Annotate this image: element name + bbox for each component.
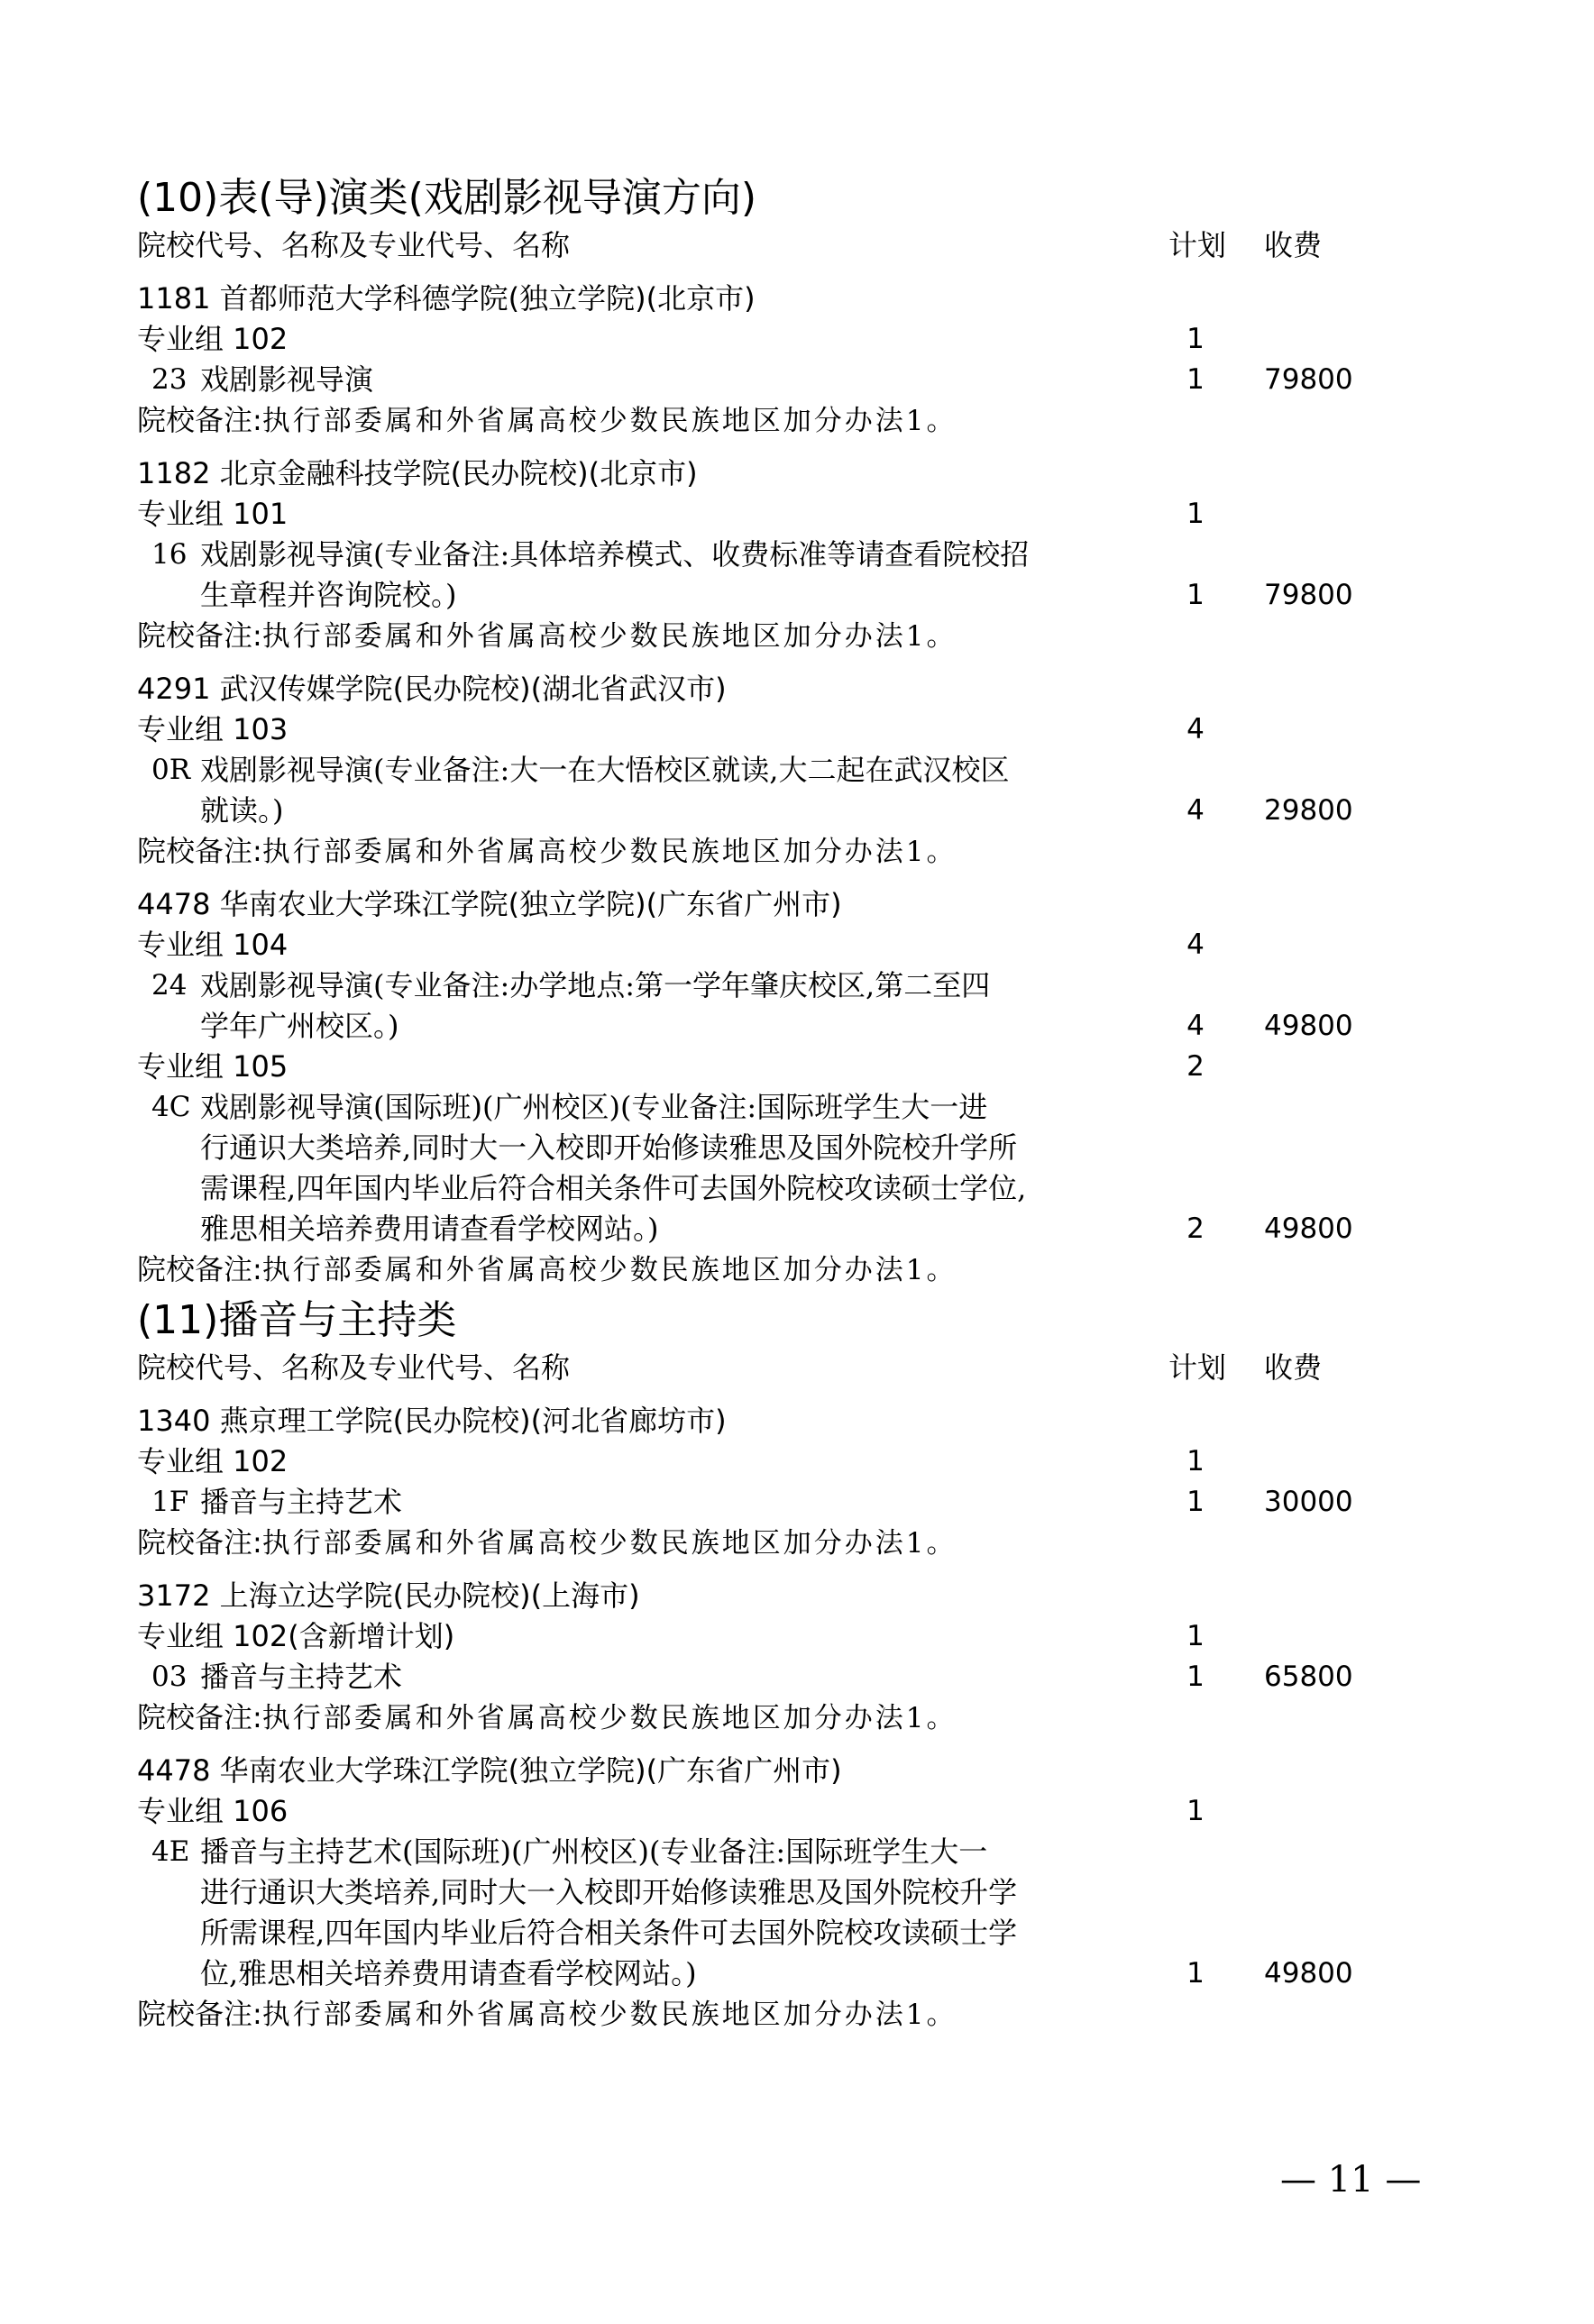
- major-code: 23: [151, 363, 188, 396]
- major-fee: 49800: [1264, 1212, 1353, 1245]
- major-group-label: 专业组 101: [137, 497, 289, 531]
- column-header-name: 院校代号、名称及专业代号、名称: [137, 1350, 571, 1385]
- major-group-row: [137, 1441, 1363, 1482]
- major-group-plan: 2: [1186, 1050, 1205, 1083]
- major-item: [137, 1087, 1363, 1249]
- school-note-label: 院校备注:: [137, 834, 262, 868]
- school-name: 1181 首都师范大学科德学院(独立学院)(北京市): [137, 281, 756, 316]
- major-group-label: 专业组 102: [137, 322, 289, 356]
- school-note-text: 执行部委属和外省属高校少数民族地区加分办法1。: [261, 1527, 957, 1560]
- major-item: [137, 965, 1363, 1047]
- major-group-label: 专业组 102(含新增计划): [137, 1619, 455, 1653]
- major-group-plan: 1: [1186, 1620, 1205, 1652]
- major-group-row: [137, 925, 1363, 965]
- school-block: [137, 453, 1363, 656]
- major-group-row: [137, 1791, 1363, 1832]
- major-plan: 2: [1186, 1212, 1205, 1245]
- school-name-row: [137, 1751, 1363, 1791]
- school-note-text: 执行部委属和外省属高校少数民族地区加分办法1。: [261, 836, 957, 868]
- major-plan: 4: [1186, 1010, 1205, 1042]
- major-line: [137, 1657, 1363, 1697]
- major-plan: 1: [1186, 579, 1205, 611]
- major-text: 戏剧影视导演(国际班)(广州校区)(专业备注:国际班学生大一进: [200, 1090, 988, 1124]
- major-group-row: [137, 1616, 1363, 1657]
- major-text: 播音与主持艺术: [200, 1660, 403, 1694]
- major-fee: 29800: [1264, 794, 1353, 827]
- major-line: [137, 791, 1363, 831]
- major-line: [137, 1872, 1363, 1913]
- major-group-plan: 1: [1186, 498, 1205, 530]
- column-header: [137, 1348, 1363, 1388]
- major-line: [137, 1128, 1363, 1168]
- school-name: 1182 北京金融科技学院(民办院校)(北京市): [137, 456, 698, 490]
- page-number: — 11 —: [1280, 2159, 1422, 2200]
- school-block: [137, 669, 1363, 872]
- major-item: [137, 535, 1363, 616]
- school-note: [137, 1249, 1363, 1290]
- school-note: [137, 831, 1363, 872]
- major-fee: 79800: [1264, 363, 1353, 396]
- major-text: 所需课程,四年国内毕业后符合相关条件可去国外院校攻读硕士学: [200, 1916, 1018, 1950]
- major-line: [137, 575, 1363, 616]
- major-code: 16: [151, 538, 188, 571]
- major-text: 就读。): [200, 793, 284, 828]
- major-plan: 1: [1186, 1486, 1205, 1518]
- major-fee: 79800: [1264, 579, 1353, 611]
- school-note: [137, 400, 1363, 441]
- school-name-row: [137, 1401, 1363, 1441]
- school-block: [137, 884, 1363, 1290]
- major-line: [137, 1006, 1363, 1047]
- section-title: (11)播音与主持类: [137, 1297, 457, 1343]
- major-text: 戏剧影视导演(专业备注:具体培养模式、收费标准等请查看院校招: [200, 537, 1030, 572]
- category-section: [137, 1294, 1363, 2035]
- major-line: [137, 1482, 1363, 1523]
- major-group-label: 专业组 105: [137, 1049, 289, 1084]
- column-header-name: 院校代号、名称及专业代号、名称: [137, 228, 571, 262]
- school-name-row: [137, 279, 1363, 319]
- major-text: 行通识大类培养,同时大一入校即开始修读雅思及国外院校升学所: [200, 1130, 1018, 1165]
- major-code: 4E: [151, 1835, 190, 1868]
- major-text: 戏剧影视导演(专业备注:办学地点:第一学年肇庆校区,第二至四: [200, 968, 991, 1002]
- major-text: 戏剧影视导演(专业备注:大一在大悟校区就读,大二起在武汉校区: [200, 753, 1010, 787]
- major-line: [137, 1087, 1363, 1128]
- school-note-label: 院校备注:: [137, 1997, 262, 2031]
- major-item: [137, 1657, 1363, 1697]
- school-name: 4478 华南农业大学珠江学院(独立学院)(广东省广州市): [137, 887, 842, 921]
- major-group-row: [137, 709, 1363, 750]
- major-group-row: [137, 319, 1363, 360]
- major-group-row: [137, 494, 1363, 535]
- major-item: [137, 1832, 1363, 1994]
- major-fee: 30000: [1264, 1486, 1353, 1518]
- major-fee: 65800: [1264, 1661, 1353, 1693]
- column-header: [137, 225, 1363, 266]
- major-text: 需课程,四年国内毕业后符合相关条件可去国外院校攻读硕士学位,: [200, 1171, 1027, 1205]
- column-header-plan: 计划: [1168, 228, 1227, 262]
- major-group-plan: 1: [1186, 323, 1205, 355]
- major-item: [137, 750, 1363, 831]
- major-group-plan: 1: [1186, 1795, 1205, 1827]
- school-note-label: 院校备注:: [137, 618, 262, 653]
- major-fee: 49800: [1264, 1957, 1353, 1990]
- major-group-label: 专业组 103: [137, 712, 289, 746]
- major-plan: 1: [1186, 363, 1205, 396]
- major-text: 播音与主持艺术(国际班)(广州校区)(专业备注:国际班学生大一: [200, 1834, 988, 1869]
- major-line: [137, 1832, 1363, 1872]
- school-note-text: 执行部委属和外省属高校少数民族地区加分办法1。: [261, 620, 957, 653]
- major-code: 0R: [151, 754, 191, 786]
- major-code: 24: [151, 969, 188, 1002]
- major-line: [137, 1168, 1363, 1209]
- major-group-plan: 4: [1186, 929, 1205, 961]
- school-note-label: 院校备注:: [137, 403, 262, 437]
- column-header-plan: 计划: [1168, 1350, 1227, 1385]
- major-item: [137, 1482, 1363, 1523]
- school-name-row: [137, 669, 1363, 709]
- column-header-fee: 收费: [1264, 228, 1323, 262]
- school-note-label: 院校备注:: [137, 1525, 262, 1560]
- school-name-row: [137, 453, 1363, 494]
- school-block: [137, 1576, 1363, 1738]
- school-note: [137, 1523, 1363, 1563]
- major-line: [137, 535, 1363, 575]
- major-text: 播音与主持艺术: [200, 1485, 403, 1519]
- school-note-text: 执行部委属和外省属高校少数民族地区加分办法1。: [261, 405, 957, 437]
- major-group-plan: 4: [1186, 713, 1205, 746]
- school-name: 4291 武汉传媒学院(民办院校)(湖北省武汉市): [137, 672, 727, 706]
- major-plan: 4: [1186, 794, 1205, 827]
- major-item: [137, 360, 1363, 400]
- school-name: 3172 上海立达学院(民办院校)(上海市): [137, 1578, 640, 1613]
- major-text: 戏剧影视导演: [200, 362, 374, 397]
- major-code: 4C: [151, 1091, 191, 1123]
- school-block: [137, 1401, 1363, 1563]
- document-page: [137, 171, 1363, 2035]
- major-group-plan: 1: [1186, 1445, 1205, 1478]
- major-group-label: 专业组 106: [137, 1794, 289, 1828]
- major-group-label: 专业组 102: [137, 1444, 289, 1478]
- school-name: 1340 燕京理工学院(民办院校)(河北省廊坊市): [137, 1404, 727, 1438]
- major-text: 学年广州校区。): [200, 1009, 399, 1043]
- section-title: (10)表(导)演类(戏剧影视导演方向): [137, 175, 756, 221]
- school-note: [137, 616, 1363, 656]
- major-plan: 1: [1186, 1957, 1205, 1990]
- major-text: 位,雅思相关培养费用请查看学校网站。): [200, 1956, 697, 1990]
- major-group-label: 专业组 104: [137, 928, 289, 962]
- school-note-text: 执行部委属和外省属高校少数民族地区加分办法1。: [261, 1254, 957, 1286]
- school-note-text: 执行部委属和外省属高校少数民族地区加分办法1。: [261, 1702, 957, 1734]
- school-note-text: 执行部委属和外省属高校少数民族地区加分办法1。: [261, 1999, 957, 2031]
- school-note: [137, 1994, 1363, 2035]
- major-line: [137, 965, 1363, 1006]
- school-name-row: [137, 884, 1363, 925]
- major-line: [137, 360, 1363, 400]
- school-block: [137, 279, 1363, 441]
- column-header-fee: 收费: [1264, 1350, 1323, 1385]
- major-code: 1F: [151, 1486, 189, 1518]
- school-note-label: 院校备注:: [137, 1252, 262, 1286]
- school-note-label: 院校备注:: [137, 1700, 262, 1734]
- major-line: [137, 1209, 1363, 1249]
- major-text: 雅思相关培养费用请查看学校网站。): [200, 1212, 659, 1246]
- school-name-row: [137, 1576, 1363, 1616]
- school-block: [137, 1751, 1363, 2035]
- major-group-row: [137, 1047, 1363, 1087]
- major-line: [137, 1913, 1363, 1953]
- major-line: [137, 750, 1363, 791]
- major-code: 03: [151, 1661, 188, 1693]
- major-line: [137, 1953, 1363, 1994]
- major-plan: 1: [1186, 1661, 1205, 1693]
- major-text: 进行通识大类培养,同时大一入校即开始修读雅思及国外院校升学: [200, 1875, 1018, 1909]
- major-text: 生章程并咨询院校。): [200, 578, 457, 612]
- major-fee: 49800: [1264, 1010, 1353, 1042]
- category-section: [137, 171, 1363, 1290]
- school-note: [137, 1697, 1363, 1738]
- school-name: 4478 华南农业大学珠江学院(独立学院)(广东省广州市): [137, 1753, 842, 1788]
